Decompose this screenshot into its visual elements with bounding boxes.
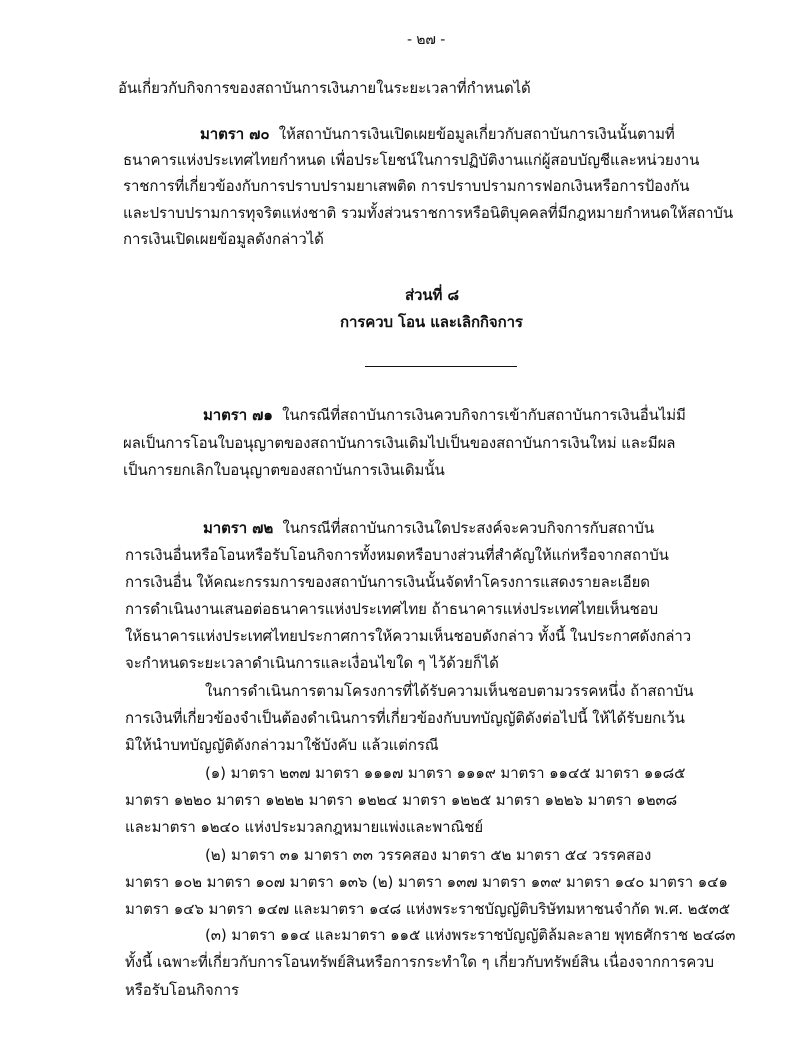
section-70-line: และปราบปรามการทุจริตแห่งชาติ รวมทั้งส่วนราชการหรือนิติบุคคลที่มีกฎหมายกำหนดให้สถาบัน [123, 204, 733, 222]
item-2-line: มาตรา ๑๐๒ มาตรา ๑๐๗ มาตรา ๑๓๖ (๒) มาตรา ๑๓๗ มาตรา ๑๓๙ มาตรา ๑๔๐ มาตรา ๑๔๑ [125, 873, 728, 891]
section-70-label: มาตรา ๗๐ [200, 125, 270, 143]
section-70-text: ให้สถาบันการเงินเปิดเผยข้อมูลเกี่ยวกับสถาบันการเงินนั้นตามที่ [278, 125, 675, 143]
section-71-label: มาตรา ๗๑ [203, 406, 273, 424]
section-72-line: การเงินอื่น ให้คณะกรรมการของสถาบันการเงินนั้นจัดทำโครงการแสดงรายละเอียด [125, 573, 650, 591]
section-72-line: การเงินอื่นหรือโอนหรือรับโอนกิจการทั้งหมดหรือบางส่วนที่สำคัญให้แก่หรือจากสถาบัน [125, 546, 669, 564]
section-71-line: ผลเป็นการโอนใบอนุญาตของสถาบันการเงินเดิมไปเป็นของสถาบันการเงินใหม่ และมีผล [123, 434, 676, 452]
section-70-line: ราชการที่เกี่ยวข้องกับการปราบปรามยาเสพติด การปราบปรามการฟอกเงินหรือการป้องกัน [123, 177, 690, 195]
section-72-first-line [203, 518, 654, 538]
section-72-para2-line: มิให้นำบทบัญญัติดังกล่าวมาใช้บังคับ แล้วแต่กรณี [125, 736, 439, 754]
section-72-line: การดำเนินงานเสนอต่อธนาคารแห่งประเทศไทย ถ้าธนาคารแห่งประเทศไทยเห็นชอบ [125, 600, 659, 618]
item-2-line: มาตรา ๑๔๖ มาตรา ๑๔๗ และมาตรา ๑๔๘ แห่งพระราชบัญญัติบริษัทมหาชนจำกัด พ.ศ. ๒๕๓๕ [125, 900, 731, 918]
section-72-text: ในกรณีที่สถาบันการเงินใดประสงค์จะควบกิจการกับสถาบัน [282, 519, 655, 537]
item-1-line: มาตรา ๑๒๒๐ มาตรา ๑๒๒๒ มาตรา ๑๒๒๔ มาตรา ๑๒๒๕ มาตรา ๑๒๒๖ มาตรา ๑๒๓๘ [125, 791, 678, 809]
page-number: - ๒๗ - [407, 32, 446, 48]
section-70-line: ธนาคารแห่งประเทศไทยกำหนด เพื่อประโยชน์ในการปฏิบัติงานแก่ผู้สอบบัญชีและหน่วยงาน [123, 151, 700, 169]
item-1-line: (๑) มาตรา ๒๓๗ มาตรา ๑๑๑๗ มาตรา ๑๑๑๙ มาตรา ๑๑๔๕ มาตรา ๑๑๘๕ [205, 764, 686, 782]
item-1-line: และมาตรา ๑๒๔๐ แห่งประมวลกฎหมายแพ่งและพาณิชย์ [125, 818, 484, 836]
section-72-para2-line: ในการดำเนินการตามโครงการที่ได้รับความเห็นชอบตามวรรคหนึ่ง ถ้าสถาบัน [205, 682, 694, 700]
item-3-line: ทั้งนี้ เฉพาะที่เกี่ยวกับการโอนทรัพย์สินหรือการกระทำใด ๆ เกี่ยวกับทรัพย์สิน เนื่องจากการควบ [125, 953, 714, 971]
item-3-line: (๓) มาตรา ๑๑๔ และมาตรา ๑๑๕ แห่งพระราชบัญญัติล้มละลาย พุทธศักราช ๒๔๘๓ [205, 926, 736, 944]
section-72-line: ให้ธนาคารแห่งประเทศไทยประกาศการให้ความเห็นชอบดังกล่าว ทั้งนี้ ในประกาศดังกล่าว [125, 627, 692, 645]
part-number: ส่วนที่ ๘ [405, 286, 459, 304]
part-title: การควบ โอน และเลิกกิจการ [340, 313, 523, 331]
section-71-line: เป็นการยกเลิกใบอนุญาตของสถาบันการเงินเดิมนั้น [123, 461, 445, 479]
section-72-line: จะกำหนดระยะเวลาดำเนินการและเงื่อนไขใด ๆ ไว้ด้วยก็ได้ [125, 654, 499, 672]
section-72-para2-line: การเงินที่เกี่ยวข้องจำเป็นต้องดำเนินการที่เกี่ยวข้องกับบทบัญญัติดังต่อไปนี้ ให้ได้รับยกเว้น [125, 709, 685, 727]
continuation-line: อันเกี่ยวกับกิจการของสถาบันการเงินภายในระยะเวลาที่กำหนดได้ [118, 79, 531, 97]
section-71-first-line [203, 405, 686, 425]
item-2-line: (๒) มาตรา ๓๑ มาตรา ๓๓ วรรคสอง มาตรา ๕๒ มาตรา ๕๔ วรรคสอง [205, 846, 652, 864]
section-70-first-line [200, 124, 675, 144]
section-70-line: การเงินเปิดเผยข้อมูลดังกล่าวได้ [123, 230, 324, 248]
section-72-label: มาตรา ๗๒ [203, 519, 274, 537]
section-71-text: ในกรณีที่สถาบันการเงินควบกิจการเข้ากับสถาบันการเงินอื่นไม่มี [282, 406, 686, 424]
item-3-line: หรือรับโอนกิจการ [125, 981, 239, 999]
divider-rule [365, 366, 517, 367]
